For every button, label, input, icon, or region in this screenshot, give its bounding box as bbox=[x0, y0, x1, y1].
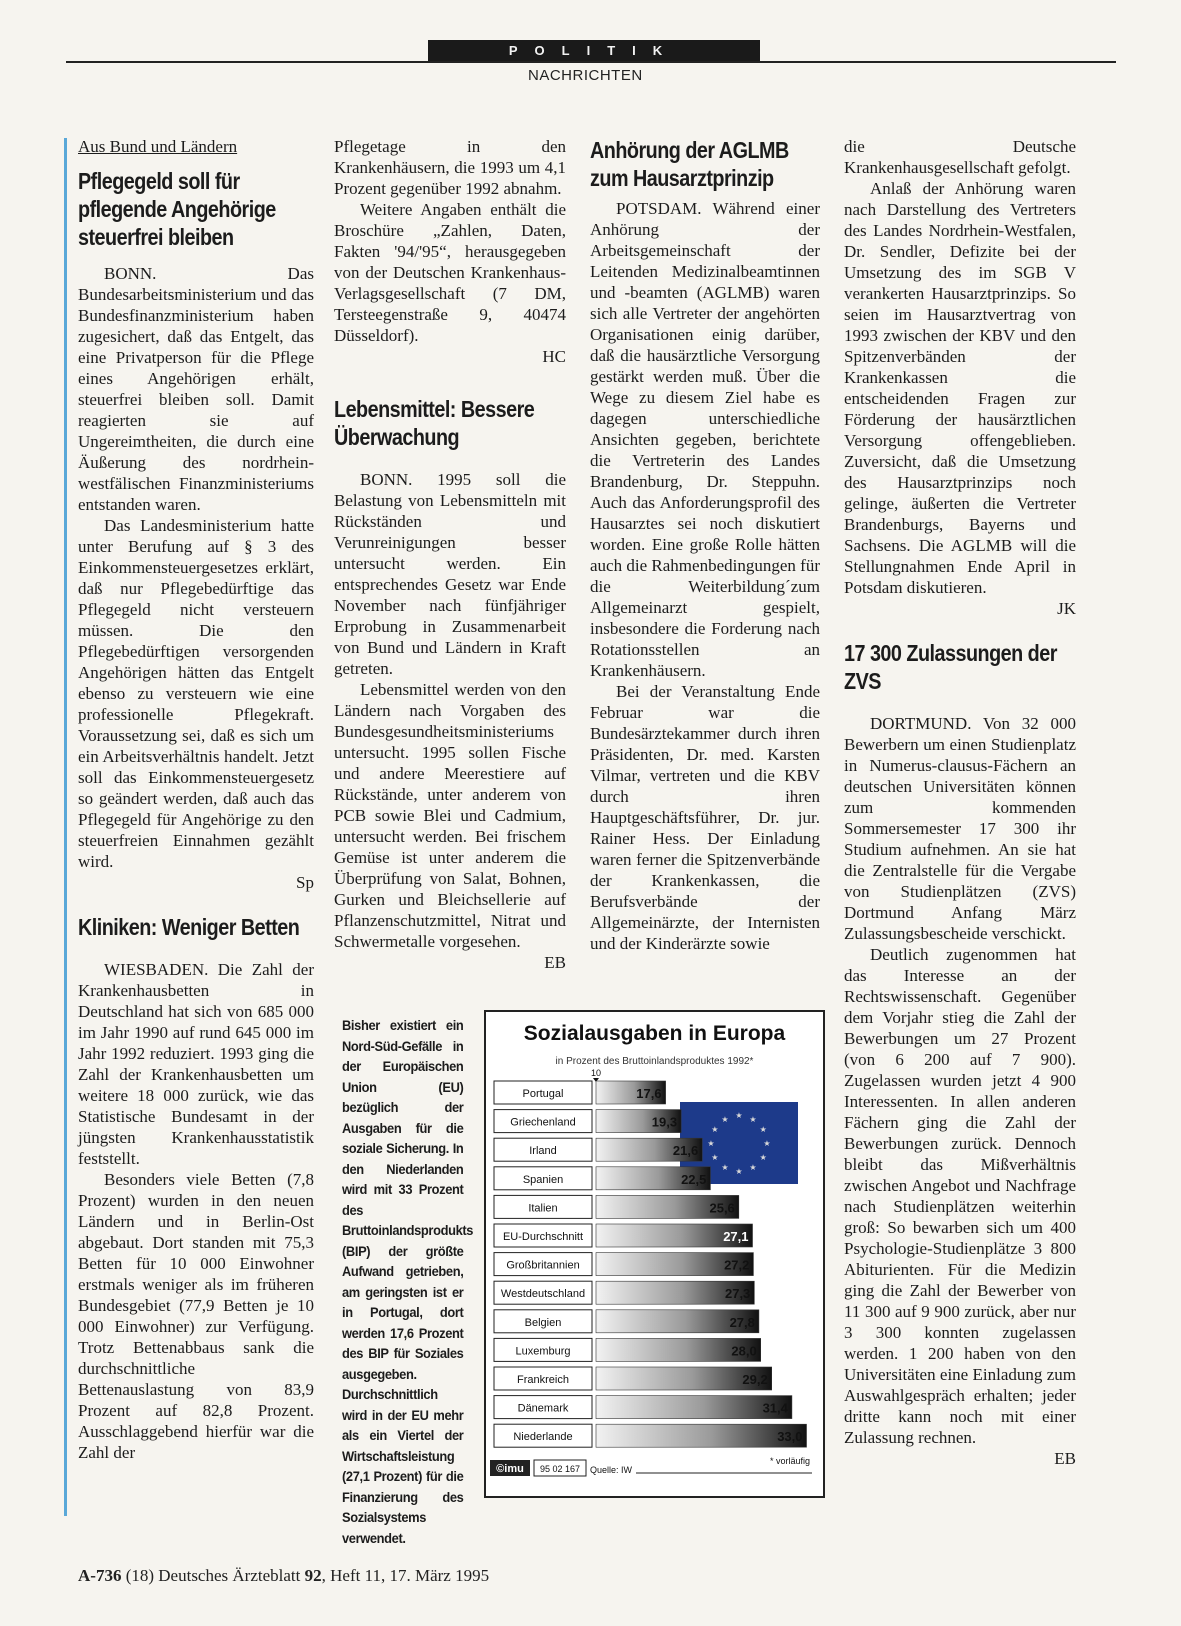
category-label: EU-Durchschnitt bbox=[502, 1231, 584, 1243]
eu-flag-star-icon: ★ bbox=[763, 1139, 771, 1148]
article-paragraph: Das Landesministerium hatte unter Berufung auf § 3 des Einkommensteuergesetzes erklärt, daß nur Pflegebedürftige das Pflegegeld nicht versteuern müssen. Die den Pflegebedürftigen versorgenden Angehörigen hätten das Entgelt ebenso zu versteuern wie eine professionelle Pflegekraft. Voraussetzung sei, daß es sich um ein Arbeitsverhältnis handelt. Jetzt soll das Einkommensteuergesetz so geändert werden, daß auch das Pflegegeld für Angehörige zu den steuerfreien Einnahmen gezählt wird. bbox=[78, 516, 314, 871]
value-label: 29,2 bbox=[742, 1372, 768, 1387]
source-label: Quelle: IW bbox=[590, 1465, 633, 1475]
category-label: Italien bbox=[528, 1202, 558, 1215]
category-label: Spanien bbox=[522, 1173, 564, 1186]
issue-info-prefix: (18) Deutsches Ärzteblatt bbox=[125, 1566, 305, 1585]
category-label: Dänemark bbox=[517, 1402, 569, 1415]
author-initials: EB bbox=[1054, 1449, 1076, 1468]
eu-flag-star-icon: ★ bbox=[711, 1125, 719, 1134]
issue-info-suffix: , Heft 11, 17. März 1995 bbox=[321, 1566, 490, 1585]
value-label: 19,3 bbox=[651, 1114, 678, 1130]
column-1 bbox=[78, 136, 314, 1463]
header-rule bbox=[66, 61, 1116, 63]
category-label: Frankreich bbox=[517, 1374, 569, 1386]
article-paragraph: Bei der Veranstaltung Ende Februar war die Bundesärztekammer durch ihren Präsidenten, Dr. med. Karsten Vilmar, vertreten und die KBV durch ihren Hauptgeschäftsführer, Dr. jur. Rainer Hess. Der Einladung waren ferner die Spitzenverbände der Krankenkassen, die Berufsverbände der Allgemeinärzte, der Internisten und der Kinderärzte sowie bbox=[590, 682, 820, 953]
source-logo: ©imu bbox=[496, 1463, 524, 1475]
headline-lebensmittel: Lebensmittel: Bessere Überwachung bbox=[334, 396, 535, 450]
source-code: 95 02 167 bbox=[539, 1464, 581, 1474]
subsection-label: NACHRICHTEN bbox=[528, 67, 643, 84]
chart-footnote: * vorläufig bbox=[769, 1456, 810, 1466]
author-initials: Sp bbox=[296, 873, 314, 892]
author-initials: EB bbox=[544, 953, 566, 972]
value-label: 33,0 bbox=[777, 1429, 803, 1445]
section-bar: POLITIK bbox=[428, 40, 760, 62]
page-footer bbox=[78, 1566, 489, 1586]
axis-start-label: 10 bbox=[590, 1068, 602, 1078]
chart-title: Sozialausgaben in Europa bbox=[523, 1022, 786, 1045]
eu-flag-star-icon: ★ bbox=[735, 1111, 743, 1120]
eu-flag-star-icon: ★ bbox=[735, 1167, 743, 1176]
headline-pflegegeld: Pflegegeld soll für pflegende Angehörige steuerfrei bleiben bbox=[78, 168, 276, 250]
bar-chart-sozialausgaben bbox=[484, 1010, 825, 1498]
eu-flag-star-icon: ★ bbox=[759, 1153, 767, 1162]
article-paragraph: Pflegetage in den Krankenhäusern, die 1993 um 4,1 Prozent gegenüber 1992 abnahm. bbox=[334, 137, 566, 198]
article-paragraph: die Deutsche Krankenhausgesellschaft gefolgt. bbox=[844, 137, 1076, 177]
article-paragraph: WIESBADEN. Die Zahl der Krankenhausbetten in Deutschland hat sich von 685 000 im Jahr 1990 auf rund 645 000 im Jahr 1992 reduziert. 1993 ging die Zahl der Krankenhausbetten um weitere 18 000 zurück, wie das Statistische Bundesamt in der jüngsten Krankenhausstatistik feststellt. bbox=[78, 960, 314, 1168]
category-label: Großbritannien bbox=[506, 1259, 580, 1272]
category-label: Griechenland bbox=[510, 1116, 576, 1129]
article-paragraph: POTSDAM. Während einer Anhörung der Arbeitsgemeinschaft der Leitenden Medizinalbeamtinnen und -beamten (AGLMB) waren sich alle Vertreter der angehörten Organisationen einig darüber, daß die hausärztliche Versorgung gestärkt werden muß. Über die Wege zu diesem Ziel habe es dagegen unterschiedliche Ansichten gegeben, berichtete die Vertreterin des Landes Brandenburg, Dr. Steppuhn. Auch das Anforderungsprofil des Hausarztes sei noch diskutiert worden. Eine große Rolle hätten auch die Rahmenbedingungen für die Weiterbildung´zum Allgemeinarzt gespielt, insbesondere die Forderung nach Rotationsstellen an Krankenhäusern. bbox=[590, 199, 820, 680]
column-2 bbox=[334, 136, 566, 973]
chart-subtitle: in Prozent des Bruttoinlandsproduktes 1992* bbox=[555, 1056, 754, 1067]
eu-flag-star-icon: ★ bbox=[707, 1139, 715, 1148]
value-label: 27,1 bbox=[723, 1229, 749, 1244]
value-label: 28,0 bbox=[731, 1343, 757, 1359]
eu-flag-star-icon: ★ bbox=[721, 1163, 729, 1173]
article-paragraph: BONN. 1995 soll die Belastung von Lebensmitteln mit Rückständen und Verunreinigungen besser untersucht werden. Ein entsprechendes Gesetz war Ende November nach fünfjähriger Erprobung in Zusammenarbeit von Bund und Ländern in Kraft getreten. bbox=[334, 470, 566, 678]
article-paragraph: Weitere Angaben enthält die Broschüre „Zahlen, Daten, Fakten '94/'95“, herausgegeben von der Deutschen Krankenhaus-Verlagsgesellschaft (7 DM, Tersteegenstraße 9, 40474 Düsseldorf). bbox=[334, 200, 566, 345]
value-label: 27,8 bbox=[729, 1314, 755, 1330]
value-label: 31,4 bbox=[762, 1400, 788, 1416]
author-initials: JK bbox=[1057, 599, 1076, 618]
headline-aglmb: Anhörung der AGLMB zum Hausarztprinzip bbox=[590, 137, 789, 191]
article-paragraph: Deutlich zugenommen hat das Interesse an der Rechtswissenschaft. Gegenüber dem Vorjahr stieg die Zahl der Bewerbungen um 27 Prozent (von 6 200 auf 7 900). Zugelassen wurden jetzt 4 900 Interessenten. In allen anderen Fächern ging die Zahl der Bewerbungen zurück. Dennoch bleibt das Mißverhältnis zwischen Angebot und Nachfrage nach Studienplätzen weiterhin groß: So bewarben sich um 400 Psychologie-Studienplätze 3 800 Abiturienten. Für die Medizin ging die Zahl der Bewerber von 11 300 auf 9 900 zurück, aber nur 3 300 konnten zugelassen werden. 1 200 haben von den Universitäten eine Einladung zum Auswahlgespräch erhalten; jeder dritte kann noch mit einer Zulassung rechnen. bbox=[844, 945, 1076, 1447]
value-label: 17,6 bbox=[636, 1086, 662, 1101]
category-label: Portugal bbox=[522, 1088, 564, 1100]
headline-zvs: 17 300 Zulassungen der ZVS bbox=[844, 640, 1057, 694]
headline-kliniken: Kliniken: Weniger Betten bbox=[78, 914, 300, 940]
category-label: Niederlande bbox=[513, 1431, 573, 1444]
category-label: Belgien bbox=[524, 1316, 562, 1329]
rubric: Aus Bund und Ländern bbox=[78, 137, 238, 156]
article-paragraph: DORTMUND. Von 32 000 Bewerbern um einen Studienplatz in Numerus-clausus-Fächern an deutschen Universitäten können zum kommenden Sommersemester 17 300 ihr Studium aufnehmen. An sie hat die Zentralstelle für die Vergabe von Studienplätzen (ZVS) Dortmund Anfang März Zulassungsbescheide verschickt. bbox=[844, 714, 1076, 943]
category-label: Luxemburg bbox=[515, 1345, 571, 1358]
eu-flag-star-icon: ★ bbox=[749, 1163, 757, 1173]
eu-flag-star-icon: ★ bbox=[711, 1153, 719, 1162]
bar bbox=[596, 1424, 807, 1447]
chart-plot bbox=[486, 1012, 823, 1496]
value-label: 25,6 bbox=[709, 1200, 735, 1216]
column-accent-bar bbox=[64, 138, 67, 1516]
column-3 bbox=[590, 136, 820, 954]
volume-number: 92 bbox=[304, 1566, 322, 1585]
category-label: Irland bbox=[529, 1145, 557, 1158]
value-label: 27,2 bbox=[724, 1257, 750, 1273]
category-label: Westdeutschland bbox=[500, 1288, 586, 1301]
article-paragraph: Besonders viele Betten (7,8 Prozent) wurden in den neuen Ländern und in Berlin-Ost abgebaut. Dort standen mit 75,3 Betten für 10 000 Einwohner erstmals weniger als im früheren Bundesgebiet (77,9 Betten je 10 000 Einwohner) zur Verfügung. Trotz Bettenabbaus sank die durchschnittliche Bettenauslastung von 83,9 Prozent auf 82,8 Prozent. Ausschlaggebend hierfür war die Zahl der bbox=[78, 1170, 314, 1462]
value-label: 27,3 bbox=[724, 1286, 751, 1302]
column-4 bbox=[844, 136, 1076, 1469]
page-number: A-736 bbox=[78, 1566, 122, 1585]
chart-caption: Bisher existiert ein Nord-Süd-Gefälle in der Europäischen Union (EU) bezüglich der Ausgaben für die soziale Sicherung. In den Niederlanden wird mit 33 Prozent des Bruttoinlandsprodukts (BIP) der größte Aufwand getrieben, am geringsten ist er in Portugal, dort werden 17,6 Prozent des BIP für Soziales ausgegeben. Durchschnittlich wird in der EU mehr als ein Viertel der Wirtschaftsleistung (27,1 Prozent) für die Finanzierung des Sozialsystems verwendet. bbox=[342, 1017, 474, 1546]
value-label: 22,5 bbox=[681, 1171, 707, 1187]
eu-flag-star-icon: ★ bbox=[759, 1125, 767, 1134]
eu-flag-star-icon: ★ bbox=[721, 1114, 729, 1124]
article-paragraph: BONN. Das Bundesarbeitsministerium und das Bundesfinanzministerium haben zugesichert, daß das Entgelt, das eine Privatperson für die Pflege eines Angehörigen erhält, steuerfrei bleiben soll. Damit reagierten sie auf Ungereimtheiten, die durch eine Äußerung des nordrhein-westfälischen Finanzministeriums entstanden waren. bbox=[78, 264, 314, 514]
article-paragraph: Anlaß der Anhörung waren nach Darstellung des Vertreters des Landes Nordrhein-Westfalen, Dr. Sendler, Defizite bei der Umsetzung des im SGB V verankerten Hausarztprinzips. So seien im Hausarztvertrag von 1993 zwischen der KBV und den Spitzenverbänden der Krankenkassen die entscheidenden Fragen zur Förderung der hausärztlichen Versorgung offengeblieben. Zuversicht, daß die Umsetzung des Hausarztprinzips noch gelinge, äußerten die Vertreter Brandenburgs, Bayerns und Sachsens. Die AGLMB will die Stellungnahmen Ende April in Potsdam diskutieren. bbox=[844, 179, 1076, 597]
author-initials: HC bbox=[542, 347, 566, 366]
eu-flag-star-icon: ★ bbox=[749, 1114, 757, 1124]
value-label: 21,6 bbox=[672, 1143, 699, 1159]
article-paragraph: Lebensmittel werden von den Ländern nach Vorgaben des Bundesgesundheitsministeriums untersucht. 1995 sollen Fische und andere Meerestiere auf Rückstände, unter anderem von PCB sowie Blei und Cadmium, untersucht werden. Bei frischem Gemüse ist unter anderem die Überprüfung von Salat, Bohnen, Gurken und Bleichsellerie auf Pflanzenschutzmittel, Nitrat und Schwermetalle vorgesehen. bbox=[334, 680, 566, 951]
